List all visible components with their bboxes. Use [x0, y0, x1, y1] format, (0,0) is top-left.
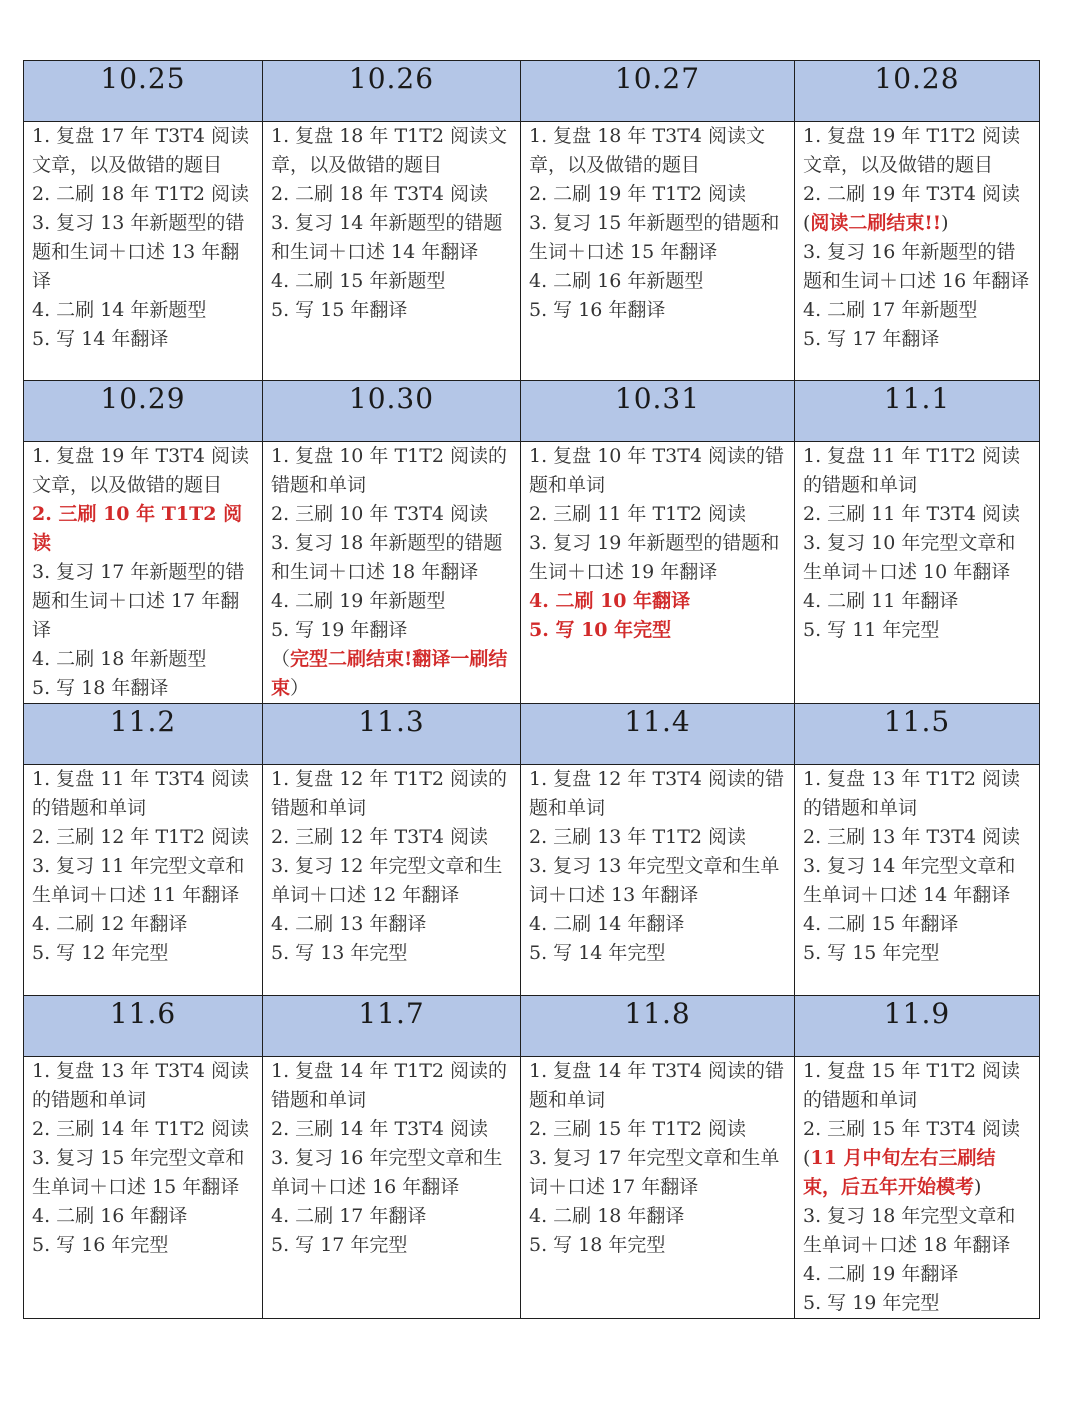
task-text: 5. 写 18 年完型: [529, 1234, 666, 1256]
task-item: [529, 910, 788, 939]
task-item: [529, 1231, 788, 1260]
task-text: ): [974, 1176, 982, 1198]
date-header: 11.4: [521, 704, 795, 765]
task-cell: [795, 765, 1040, 996]
task-text: 2. 三刷 14 年 T1T2 阅读: [32, 1118, 250, 1140]
task-item: [32, 910, 256, 939]
task-text: 1. 复盘 12 年 T1T2 阅读的错题和单词: [271, 768, 508, 819]
date-header: 11.7: [263, 996, 521, 1057]
task-text: （: [271, 648, 291, 670]
task-item: [803, 1260, 1033, 1289]
task-cell: [263, 765, 521, 996]
task-cell: [24, 442, 263, 704]
task-item: [271, 209, 514, 267]
task-item: [803, 1115, 1033, 1202]
task-text: 5. 写 16 年翻译: [529, 299, 666, 321]
task-item: [32, 674, 256, 703]
date-header: 10.28: [795, 61, 1040, 122]
task-text: 1. 复盘 11 年 T3T4 阅读的错题和单词: [32, 768, 250, 819]
date-header: 11.6: [24, 996, 263, 1057]
task-text: 5. 写 12 年完型: [32, 942, 169, 964]
date-header: 10.31: [521, 381, 795, 442]
task-item: [803, 442, 1033, 500]
task-text: 4. 二刷 15 年新题型: [271, 270, 446, 292]
task-item: [32, 296, 256, 325]
task-text: 2. 三刷 15 年 T1T2 阅读: [529, 1118, 747, 1140]
task-item: [271, 296, 514, 325]
task-text: 2. 三刷 10 年 T3T4 阅读: [271, 503, 489, 525]
task-text: ): [941, 212, 949, 234]
task-item: [271, 1115, 514, 1144]
highlight-text: 5. 写 10 年完型: [529, 619, 672, 641]
task-item: [803, 1057, 1033, 1115]
task-text: 1. 复盘 17 年 T3T4 阅读文章，以及做错的题目: [32, 125, 250, 176]
task-item: [271, 500, 514, 529]
highlight-text: 完型二刷结束!翻译一刷结束: [271, 648, 508, 699]
task-row: [24, 122, 1040, 381]
task-item: [803, 122, 1033, 180]
task-text: 4. 二刷 15 年翻译: [803, 913, 959, 935]
date-header: 10.29: [24, 381, 263, 442]
task-text: 4. 二刷 14 年新题型: [32, 299, 207, 321]
task-text: 3. 复习 10 年完型文章和生单词＋口述 10 年翻译: [803, 532, 1016, 583]
date-header-row: [24, 61, 1040, 122]
task-item: [529, 1115, 788, 1144]
task-text: 1. 复盘 19 年 T3T4 阅读文章，以及做错的题目: [32, 445, 250, 496]
task-text: 3. 复习 14 年完型文章和生单词＋口述 14 年翻译: [803, 855, 1016, 906]
task-item: [271, 267, 514, 296]
task-text: 3. 复习 18 年完型文章和生单词＋口述 18 年翻译: [803, 1205, 1016, 1256]
task-item: [32, 558, 256, 645]
highlight-text: 2. 三刷 10 年 T1T2 阅读: [32, 503, 243, 554]
task-item: [32, 823, 256, 852]
date-header-row: [24, 381, 1040, 442]
task-text: 5. 写 18 年翻译: [32, 677, 169, 699]
task-item: [529, 823, 788, 852]
task-text: 1. 复盘 15 年 T1T2 阅读的错题和单词: [803, 1060, 1021, 1111]
task-item: [529, 296, 788, 325]
task-item: [529, 852, 788, 910]
task-text: 5. 写 14 年完型: [529, 942, 666, 964]
task-item: [803, 325, 1033, 354]
task-text: 5. 写 19 年翻译: [271, 619, 408, 641]
task-text: 1. 复盘 18 年 T1T2 阅读文章，以及做错的题目: [271, 125, 508, 176]
task-text: 4. 二刷 17 年翻译: [271, 1205, 427, 1227]
date-header: 10.26: [263, 61, 521, 122]
task-cell: [263, 442, 521, 704]
task-text: 2. 三刷 13 年 T3T4 阅读: [803, 826, 1021, 848]
task-cell: [521, 765, 795, 996]
task-row: [24, 1057, 1040, 1319]
task-text: 3. 复习 13 年新题型的错题和生词＋口述 13 年翻译: [32, 212, 245, 292]
task-text: 1. 复盘 12 年 T3T4 阅读的错题和单词: [529, 768, 785, 819]
highlight-text: 4. 二刷 10 年翻译: [529, 590, 691, 612]
highlight-text: 11 月中旬左右三刷结束，后五年开始模考: [803, 1147, 996, 1198]
date-header: 11.3: [263, 704, 521, 765]
task-text: 2. 二刷 19 年 T1T2 阅读: [529, 183, 747, 205]
date-header: 11.8: [521, 996, 795, 1057]
task-text: 3. 复习 17 年新题型的错题和生词＋口述 17 年翻译: [32, 561, 245, 641]
task-item: [271, 122, 514, 180]
task-item: [529, 209, 788, 267]
task-item: [271, 1144, 514, 1202]
task-text: 4. 二刷 12 年翻译: [32, 913, 188, 935]
task-item: [32, 1144, 256, 1202]
task-item: [803, 529, 1033, 587]
task-item: [32, 1057, 256, 1115]
task-item: [803, 616, 1033, 645]
task-item: [32, 765, 256, 823]
task-item: [803, 910, 1033, 939]
task-text: 4. 二刷 19 年新题型: [271, 590, 446, 612]
task-item: [271, 1231, 514, 1260]
study-schedule-table: [23, 60, 1040, 1319]
task-item: [32, 1115, 256, 1144]
task-text: 2. 二刷 19 年 T3T4 阅读(: [803, 183, 1021, 234]
task-cell: [795, 1057, 1040, 1319]
task-text: 2. 二刷 18 年 T1T2 阅读: [32, 183, 250, 205]
task-text: 4. 二刷 16 年新题型: [529, 270, 704, 292]
task-text: ）: [290, 677, 310, 699]
task-text: 1. 复盘 10 年 T3T4 阅读的错题和单词: [529, 445, 785, 496]
task-item: [803, 939, 1033, 968]
task-cell: [263, 1057, 521, 1319]
task-item: [271, 765, 514, 823]
task-text: 3. 复习 15 年完型文章和生单词＋口述 15 年翻译: [32, 1147, 245, 1198]
task-text: 5. 写 13 年完型: [271, 942, 408, 964]
task-text: 2. 三刷 11 年 T1T2 阅读: [529, 503, 747, 525]
task-item: [529, 122, 788, 180]
task-text: 3. 复习 14 年新题型的错题和生词＋口述 14 年翻译: [271, 212, 503, 263]
task-cell: [24, 1057, 263, 1319]
task-text: 5. 写 15 年完型: [803, 942, 940, 964]
task-text: 2. 三刷 11 年 T3T4 阅读: [803, 503, 1021, 525]
task-item: [803, 852, 1033, 910]
task-cell: [795, 442, 1040, 704]
task-item: [529, 442, 788, 500]
task-text: 5. 写 16 年完型: [32, 1234, 169, 1256]
date-header: 11.2: [24, 704, 263, 765]
task-item: [803, 1202, 1033, 1260]
task-text: 1. 复盘 10 年 T1T2 阅读的错题和单词: [271, 445, 508, 496]
task-item: [529, 616, 788, 645]
task-text: 2. 三刷 14 年 T3T4 阅读: [271, 1118, 489, 1140]
task-item: [803, 765, 1033, 823]
task-item: [529, 1057, 788, 1115]
task-item: [271, 645, 514, 703]
task-text: 3. 复习 13 年完型文章和生单词＋口述 13 年翻译: [529, 855, 780, 906]
task-text: 1. 复盘 18 年 T3T4 阅读文章，以及做错的题目: [529, 125, 766, 176]
task-item: [271, 442, 514, 500]
task-item: [803, 296, 1033, 325]
task-text: 5. 写 19 年完型: [803, 1292, 940, 1314]
task-cell: [795, 122, 1040, 381]
task-row: [24, 442, 1040, 704]
task-item: [803, 500, 1033, 529]
task-item: [32, 209, 256, 296]
task-item: [529, 500, 788, 529]
task-item: [32, 939, 256, 968]
task-cell: [24, 765, 263, 996]
task-item: [803, 238, 1033, 296]
task-item: [32, 325, 256, 354]
task-item: [32, 122, 256, 180]
task-text: 5. 写 15 年翻译: [271, 299, 408, 321]
task-text: 3. 复习 11 年完型文章和生单词＋口述 11 年翻译: [32, 855, 245, 906]
task-item: [271, 1202, 514, 1231]
date-header: 11.1: [795, 381, 1040, 442]
task-text: 3. 复习 18 年新题型的错题和生词＋口述 18 年翻译: [271, 532, 503, 583]
task-text: 1. 复盘 11 年 T1T2 阅读的错题和单词: [803, 445, 1021, 496]
task-cell: [521, 122, 795, 381]
task-text: 4. 二刷 18 年新题型: [32, 648, 207, 670]
task-text: 3. 复习 15 年新题型的错题和生词＋口述 15 年翻译: [529, 212, 780, 263]
task-item: [529, 765, 788, 823]
task-text: 3. 复习 19 年新题型的错题和生词＋口述 19 年翻译: [529, 532, 780, 583]
task-item: [271, 616, 514, 645]
task-item: [32, 852, 256, 910]
date-header: 10.27: [521, 61, 795, 122]
task-text: 2. 三刷 13 年 T1T2 阅读: [529, 826, 747, 848]
task-text: 4. 二刷 13 年翻译: [271, 913, 427, 935]
task-text: 2. 三刷 12 年 T3T4 阅读: [271, 826, 489, 848]
task-item: [32, 442, 256, 500]
task-item: [271, 910, 514, 939]
date-header: 11.9: [795, 996, 1040, 1057]
task-item: [529, 1202, 788, 1231]
task-text: 5. 写 14 年翻译: [32, 328, 169, 350]
task-cell: [521, 1057, 795, 1319]
task-item: [271, 587, 514, 616]
task-text: 5. 写 17 年翻译: [803, 328, 940, 350]
task-text: 1. 复盘 14 年 T1T2 阅读的错题和单词: [271, 1060, 508, 1111]
task-item: [32, 500, 256, 558]
schedule-body: [24, 61, 1040, 1319]
task-text: 1. 复盘 14 年 T3T4 阅读的错题和单词: [529, 1060, 785, 1111]
task-text: 3. 复习 12 年完型文章和生单词＋口述 12 年翻译: [271, 855, 503, 906]
date-header-row: [24, 704, 1040, 765]
task-text: 4. 二刷 16 年翻译: [32, 1205, 188, 1227]
task-item: [32, 180, 256, 209]
task-item: [32, 1202, 256, 1231]
task-text: 1. 复盘 13 年 T1T2 阅读的错题和单词: [803, 768, 1021, 819]
task-item: [529, 529, 788, 587]
task-cell: [521, 442, 795, 704]
task-text: 3. 复习 16 年完型文章和生单词＋口述 16 年翻译: [271, 1147, 503, 1198]
date-header-row: [24, 996, 1040, 1057]
task-row: [24, 765, 1040, 996]
task-item: [32, 645, 256, 674]
task-text: 4. 二刷 18 年翻译: [529, 1205, 685, 1227]
highlight-text: 阅读二刷结束!!: [810, 212, 942, 234]
task-text: 2. 二刷 18 年 T3T4 阅读: [271, 183, 489, 205]
task-text: 5. 写 17 年完型: [271, 1234, 408, 1256]
task-item: [529, 1144, 788, 1202]
date-header: 10.25: [24, 61, 263, 122]
task-item: [271, 939, 514, 968]
task-text: 2. 三刷 15 年 T3T4 阅读(: [803, 1118, 1021, 1169]
task-text: 4. 二刷 17 年新题型: [803, 299, 978, 321]
task-item: [803, 823, 1033, 852]
task-item: [529, 180, 788, 209]
task-item: [803, 180, 1033, 238]
task-text: 1. 复盘 19 年 T1T2 阅读文章，以及做错的题目: [803, 125, 1021, 176]
task-item: [271, 1057, 514, 1115]
task-item: [32, 1231, 256, 1260]
task-item: [529, 939, 788, 968]
task-item: [271, 529, 514, 587]
date-header: 10.30: [263, 381, 521, 442]
task-item: [271, 852, 514, 910]
task-text: 5. 写 11 年完型: [803, 619, 940, 641]
task-text: 3. 复习 16 年新题型的错题和生词＋口述 16 年翻译: [803, 241, 1030, 292]
task-text: 3. 复习 17 年完型文章和生单词＋口述 17 年翻译: [529, 1147, 780, 1198]
task-text: 4. 二刷 19 年翻译: [803, 1263, 959, 1285]
task-item: [529, 587, 788, 616]
task-text: 4. 二刷 14 年翻译: [529, 913, 685, 935]
date-header: 11.5: [795, 704, 1040, 765]
task-item: [803, 587, 1033, 616]
task-item: [803, 1289, 1033, 1318]
task-cell: [24, 122, 263, 381]
task-item: [271, 180, 514, 209]
task-text: 2. 三刷 12 年 T1T2 阅读: [32, 826, 250, 848]
task-text: 4. 二刷 11 年翻译: [803, 590, 959, 612]
task-text: 1. 复盘 13 年 T3T4 阅读的错题和单词: [32, 1060, 250, 1111]
task-item: [529, 267, 788, 296]
task-cell: [263, 122, 521, 381]
task-item: [271, 823, 514, 852]
